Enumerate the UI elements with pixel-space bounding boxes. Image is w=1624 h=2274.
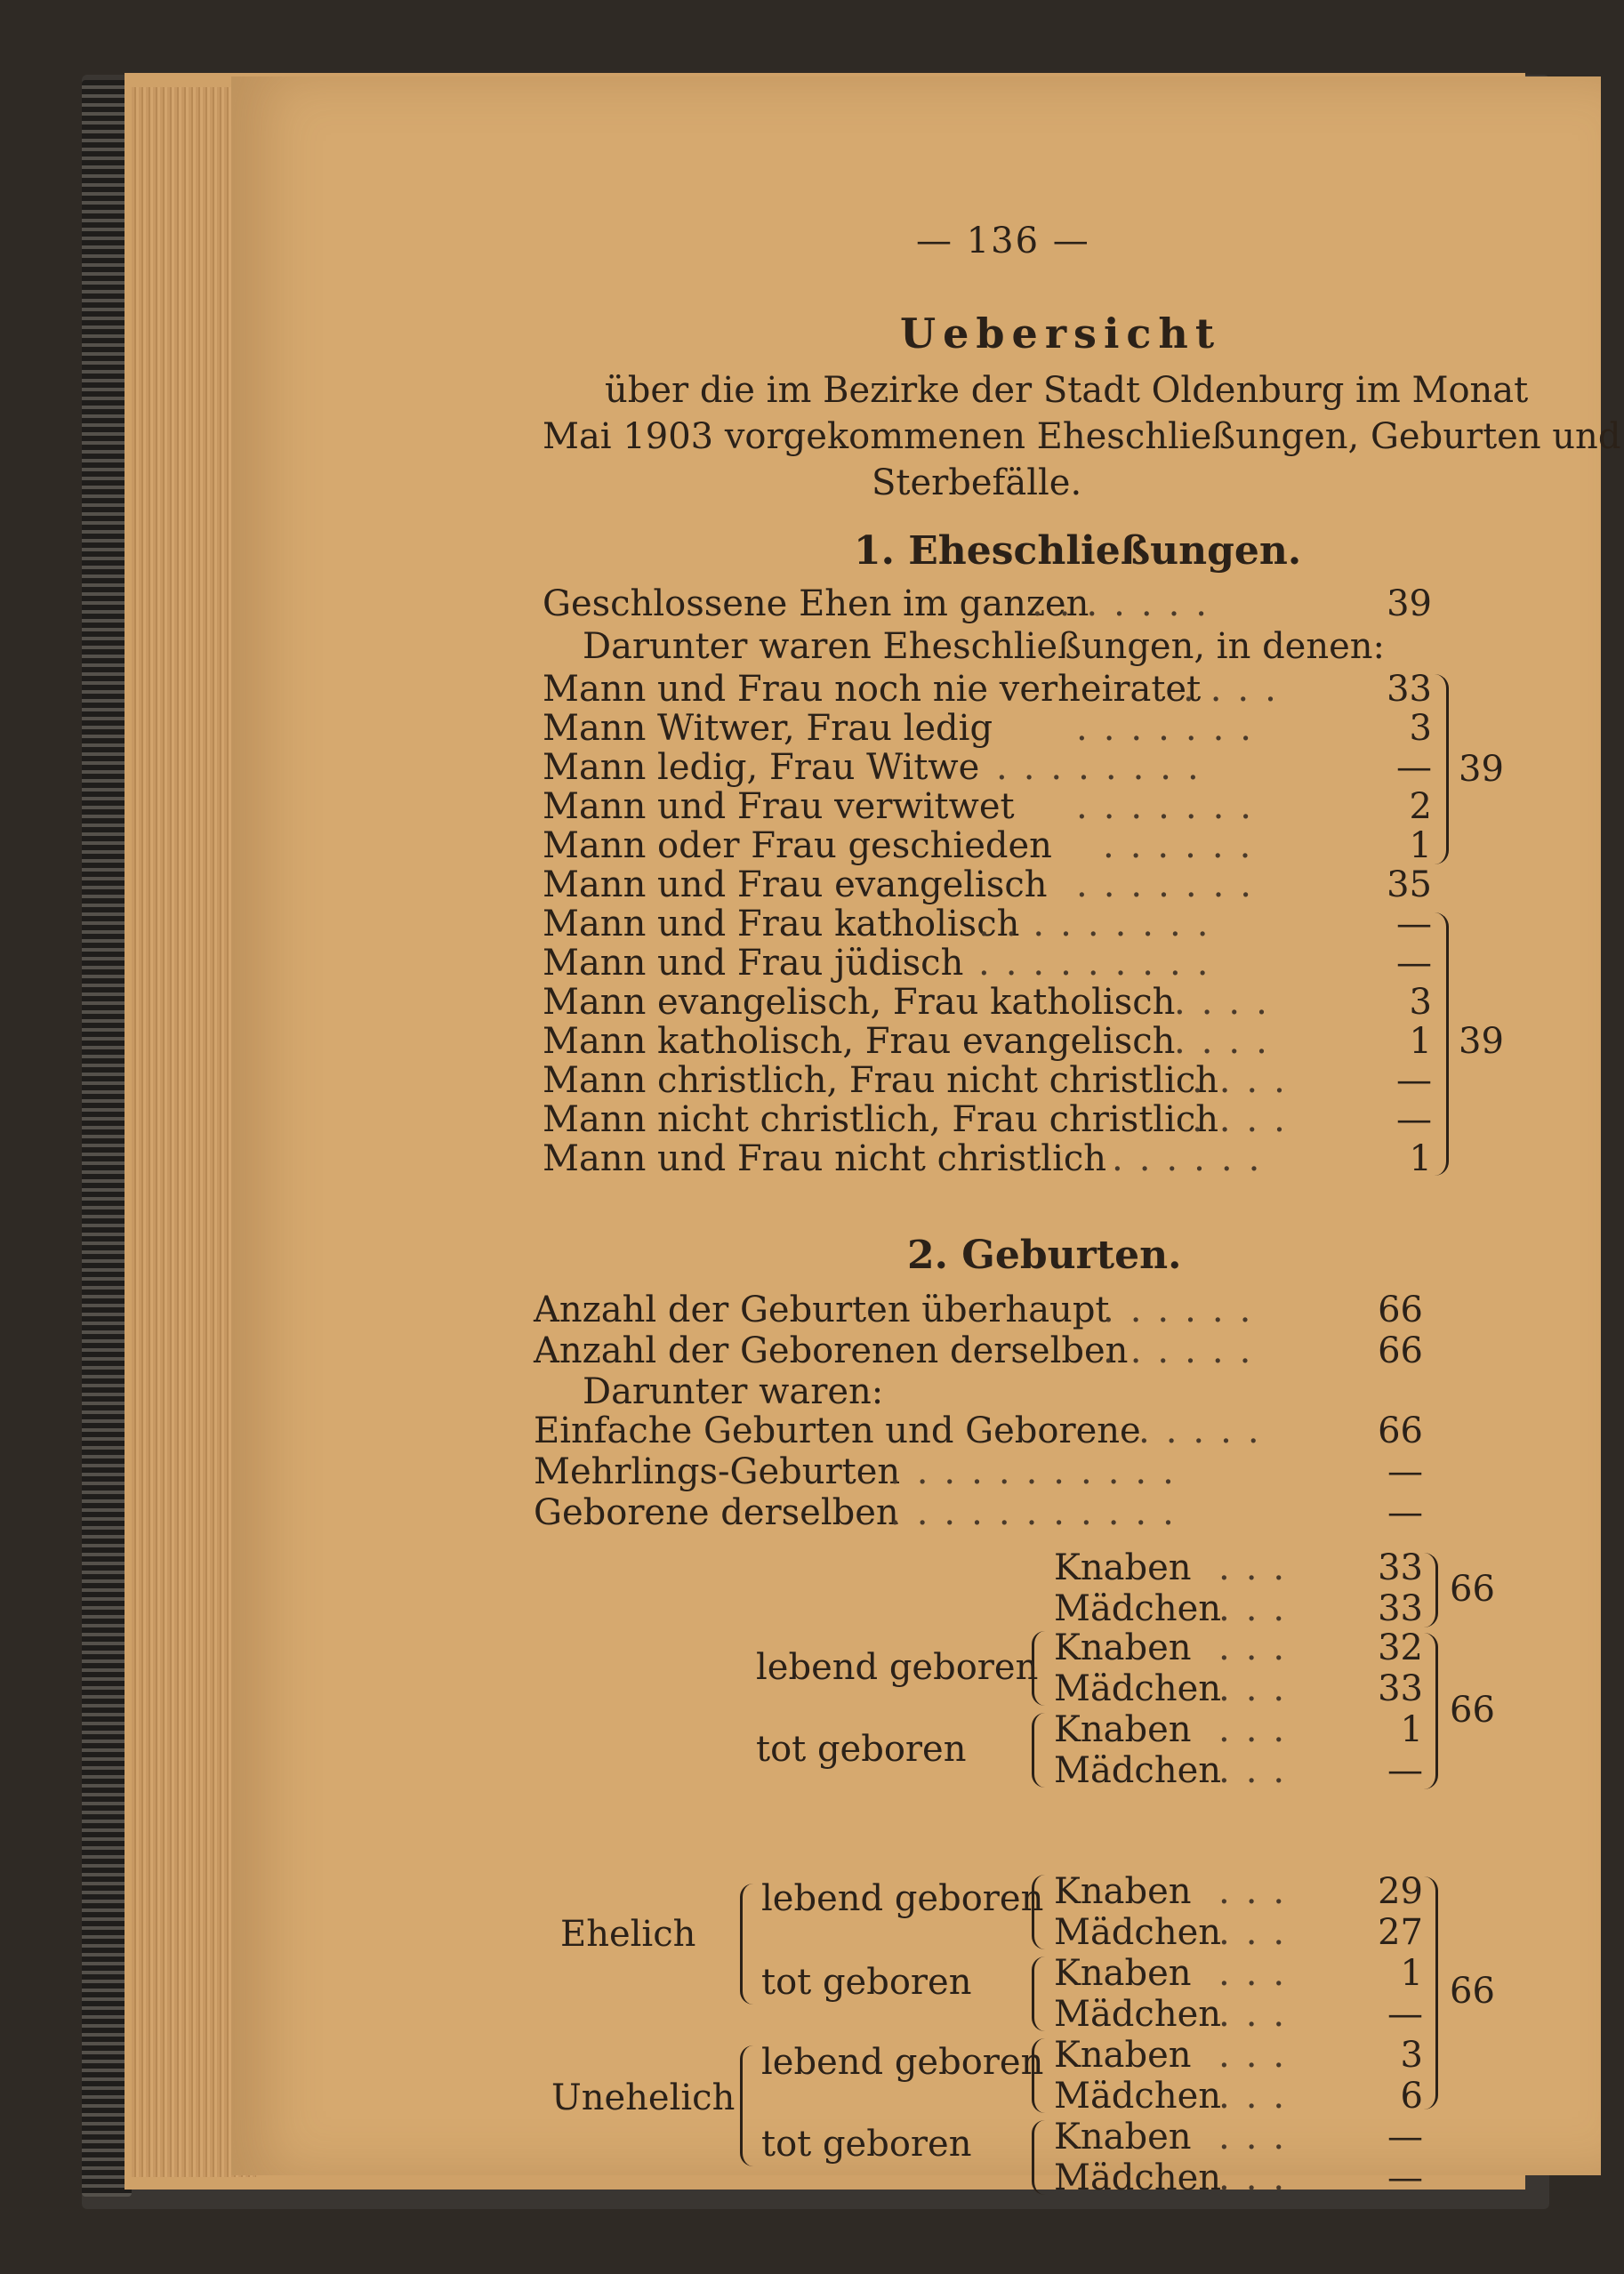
birth-row: Geborene derselben bbox=[534, 1492, 899, 1533]
marriage-row: Mann und Frau evangelisch bbox=[543, 864, 1048, 905]
leader-dots: .... bbox=[1192, 1060, 1301, 1101]
marriage-row: Mann evangelisch, Frau katholisch bbox=[543, 982, 1176, 1023]
marriage-value: 33 bbox=[1387, 669, 1432, 710]
marriages-total-value: 39 bbox=[1387, 583, 1432, 624]
leader-dots: ..... bbox=[1138, 1410, 1275, 1451]
status-sum: 66 bbox=[1450, 1690, 1495, 1731]
marriage-value: 3 bbox=[1409, 708, 1432, 749]
birth-value: 66 bbox=[1378, 1330, 1423, 1371]
marriage-value: — bbox=[1396, 904, 1432, 944]
brace-left bbox=[740, 1884, 753, 2005]
leader-dots: ... bbox=[1218, 2076, 1301, 2117]
ehelich-lebend-maedchen: 27 bbox=[1378, 1912, 1423, 1953]
leader-dots: ... bbox=[1218, 1709, 1301, 1750]
leader-dots: ... bbox=[1218, 1994, 1301, 2035]
leader-dots: ... bbox=[1218, 1953, 1301, 1994]
leader-dots: ........... bbox=[889, 1492, 1190, 1533]
marriage-value: — bbox=[1396, 1099, 1432, 1140]
leader-dots: ... bbox=[1218, 2157, 1301, 2198]
marriages-total-label: Geschlossene Ehen im ganzen bbox=[543, 583, 1089, 624]
marriage-value: 2 bbox=[1409, 786, 1432, 827]
birth-value: 66 bbox=[1378, 1410, 1423, 1451]
leader-dots: ... bbox=[1218, 2117, 1301, 2157]
label-knaben: Knaben bbox=[1054, 1953, 1192, 1994]
leader-dots: ...... bbox=[1103, 1290, 1267, 1330]
section-heading-marriages: 1. Eheschließungen. bbox=[854, 528, 1302, 574]
ehelich-tot-maedchen: — bbox=[1387, 1994, 1423, 2035]
subtitle-line-1: über die im Bezirke der Stadt Oldenburg im Monat bbox=[605, 370, 1529, 411]
ehelich-tot-knaben: 1 bbox=[1400, 1953, 1423, 1994]
label-knaben: Knaben bbox=[1054, 1709, 1192, 1750]
marriage-row: Mann und Frau noch nie verheiratet bbox=[543, 669, 1202, 710]
group-a-sum: 39 bbox=[1459, 749, 1504, 790]
brace-left bbox=[1032, 1631, 1045, 1706]
leader-dots: ... bbox=[1218, 1912, 1301, 1953]
birth-value: 66 bbox=[1378, 1290, 1423, 1330]
label-maedchen: Mädchen bbox=[1054, 2157, 1222, 2198]
label-knaben: Knaben bbox=[1054, 1627, 1192, 1668]
marriage-row: Mann und Frau katholisch bbox=[543, 904, 1020, 944]
leader-dots: ....... bbox=[1076, 786, 1268, 827]
subtitle-line-2: Mai 1903 vorgekommenen Eheschließungen, Geburten und bbox=[543, 416, 1621, 457]
leader-dots: ... bbox=[1218, 1668, 1301, 1709]
leader-dots: .... bbox=[1183, 669, 1292, 710]
label-lebend-geboren: lebend geboren bbox=[761, 1878, 1044, 1919]
unehelich-lebend-maedchen: 6 bbox=[1400, 2076, 1423, 2117]
birth-row: Mehrlings-Geburten bbox=[534, 1451, 901, 1492]
leader-dots: ...... bbox=[1112, 1138, 1276, 1179]
marriage-value: 1 bbox=[1409, 825, 1432, 866]
marriage-row: Mann Witwer, Frau ledig bbox=[543, 708, 993, 749]
brace-left bbox=[1032, 1957, 1045, 2031]
brace-right bbox=[1434, 912, 1449, 1176]
label-maedchen: Mädchen bbox=[1054, 1912, 1222, 1953]
birth-row: Anzahl der Geburten überhaupt bbox=[534, 1290, 1110, 1330]
label-ehelich: Ehelich bbox=[560, 1914, 696, 1955]
label-knaben: Knaben bbox=[1054, 2035, 1192, 2076]
subtitle-line-3: Sterbefälle. bbox=[872, 462, 1082, 503]
status-tot-maedchen: — bbox=[1387, 1750, 1423, 1791]
marriage-row: Mann und Frau nicht christlich bbox=[543, 1138, 1107, 1179]
sex-sum: 66 bbox=[1450, 1569, 1495, 1610]
marriage-row: Mann und Frau jüdisch bbox=[543, 943, 964, 984]
label-unehelich: Unehelich bbox=[551, 2077, 736, 2118]
unehelich-tot-knaben: — bbox=[1387, 2117, 1423, 2157]
leader-dots: ... bbox=[1218, 1627, 1301, 1668]
label-maedchen: Mädchen bbox=[1054, 1588, 1222, 1629]
leader-dots: ........ bbox=[996, 747, 1215, 788]
marriage-value: 1 bbox=[1409, 1021, 1432, 1062]
label-knaben: Knaben bbox=[1054, 1871, 1192, 1912]
label-tot-geboren: tot geboren bbox=[761, 1962, 972, 2003]
page-number: — 136 — bbox=[916, 221, 1090, 261]
brace-right bbox=[1423, 1553, 1438, 1627]
ehelich-lebend-knaben: 29 bbox=[1378, 1871, 1423, 1912]
sex-maedchen: 33 bbox=[1378, 1588, 1423, 1629]
leader-dots: .... bbox=[1174, 1021, 1283, 1062]
leader-dots: ........... bbox=[889, 1451, 1190, 1492]
marriage-value: 3 bbox=[1409, 982, 1432, 1023]
leader-dots: ... bbox=[1218, 1588, 1301, 1629]
leader-dots: ...... bbox=[1103, 825, 1267, 866]
page-title: Uebersicht bbox=[900, 309, 1222, 358]
birth-row: Anzahl der Geborenen derselben bbox=[534, 1330, 1129, 1371]
label-maedchen: Mädchen bbox=[1054, 1994, 1222, 2035]
marriage-row: Mann und Frau verwitwet bbox=[543, 786, 1015, 827]
group-b-sum: 39 bbox=[1459, 1021, 1504, 1062]
label-lebend-geboren: lebend geboren bbox=[761, 2042, 1044, 2083]
birth-value: — bbox=[1387, 1451, 1423, 1492]
marriage-row: Mann nicht christlich, Frau christlich bbox=[543, 1099, 1219, 1140]
label-maedchen: Mädchen bbox=[1054, 1750, 1222, 1791]
leader-dots: ......... bbox=[978, 943, 1225, 984]
leader-dots: ... bbox=[1218, 1547, 1301, 1588]
brace-right bbox=[1434, 674, 1449, 864]
section-heading-births: 2. Geburten. bbox=[907, 1233, 1182, 1278]
birth-row: Einfache Geburten und Geborene bbox=[534, 1410, 1141, 1451]
brace-left bbox=[1032, 1713, 1045, 1788]
marriage-row: Mann christlich, Frau nicht christlich bbox=[543, 1060, 1219, 1101]
leader-dots: ... bbox=[1218, 1871, 1301, 1912]
marriages-intro: Darunter waren Eheschließungen, in denen: bbox=[583, 626, 1386, 667]
marriage-row: Mann katholisch, Frau evangelisch bbox=[543, 1021, 1176, 1062]
marriage-value: — bbox=[1396, 943, 1432, 984]
brace-left bbox=[1032, 2038, 1045, 2113]
label-tot-geboren: tot geboren bbox=[761, 2124, 972, 2165]
leader-dots: .... bbox=[1174, 982, 1283, 1023]
label-lebend-geboren: lebend geboren bbox=[756, 1647, 1039, 1688]
unehelich-tot-maedchen: — bbox=[1387, 2157, 1423, 2198]
leader-dots: ....... bbox=[1032, 583, 1224, 624]
label-knaben: Knaben bbox=[1054, 1547, 1192, 1588]
status-lebend-knaben: 32 bbox=[1378, 1627, 1423, 1668]
brace-left bbox=[740, 2045, 753, 2166]
sex-knaben: 33 bbox=[1378, 1547, 1423, 1588]
leader-dots: ...... bbox=[1103, 1330, 1267, 1371]
birth-value: — bbox=[1387, 1492, 1423, 1533]
brace-right bbox=[1423, 1876, 1438, 2109]
leader-dots: ....... bbox=[1076, 708, 1268, 749]
label-tot-geboren: tot geboren bbox=[756, 1729, 967, 1770]
marriage-value: — bbox=[1396, 1060, 1432, 1101]
marriage-value: 1 bbox=[1409, 1138, 1432, 1179]
marriage-value: 35 bbox=[1387, 864, 1432, 905]
label-knaben: Knaben bbox=[1054, 2117, 1192, 2157]
label-maedchen: Mädchen bbox=[1054, 1668, 1222, 1709]
brace-left bbox=[1032, 2120, 1045, 2195]
leader-dots: ... bbox=[1218, 2035, 1301, 2076]
leader-dots: ... bbox=[1218, 1750, 1301, 1791]
births-intro: Darunter waren: bbox=[583, 1371, 884, 1412]
book-page bbox=[231, 76, 1621, 2198]
marriage-value: — bbox=[1396, 747, 1432, 788]
legitimacy-sum: 66 bbox=[1450, 1971, 1495, 2012]
leader-dots: ......... bbox=[978, 904, 1225, 944]
brace-right bbox=[1423, 1633, 1438, 1789]
leader-dots: ....... bbox=[1076, 864, 1268, 905]
marriage-row: Mann oder Frau geschieden bbox=[543, 825, 1052, 866]
status-lebend-maedchen: 33 bbox=[1378, 1668, 1423, 1709]
label-maedchen: Mädchen bbox=[1054, 2076, 1222, 2117]
marriage-row: Mann ledig, Frau Witwe bbox=[543, 747, 980, 788]
unehelich-lebend-knaben: 3 bbox=[1400, 2035, 1423, 2076]
leader-dots: .... bbox=[1192, 1099, 1301, 1140]
status-tot-knaben: 1 bbox=[1400, 1709, 1423, 1750]
brace-left bbox=[1032, 1875, 1045, 1949]
